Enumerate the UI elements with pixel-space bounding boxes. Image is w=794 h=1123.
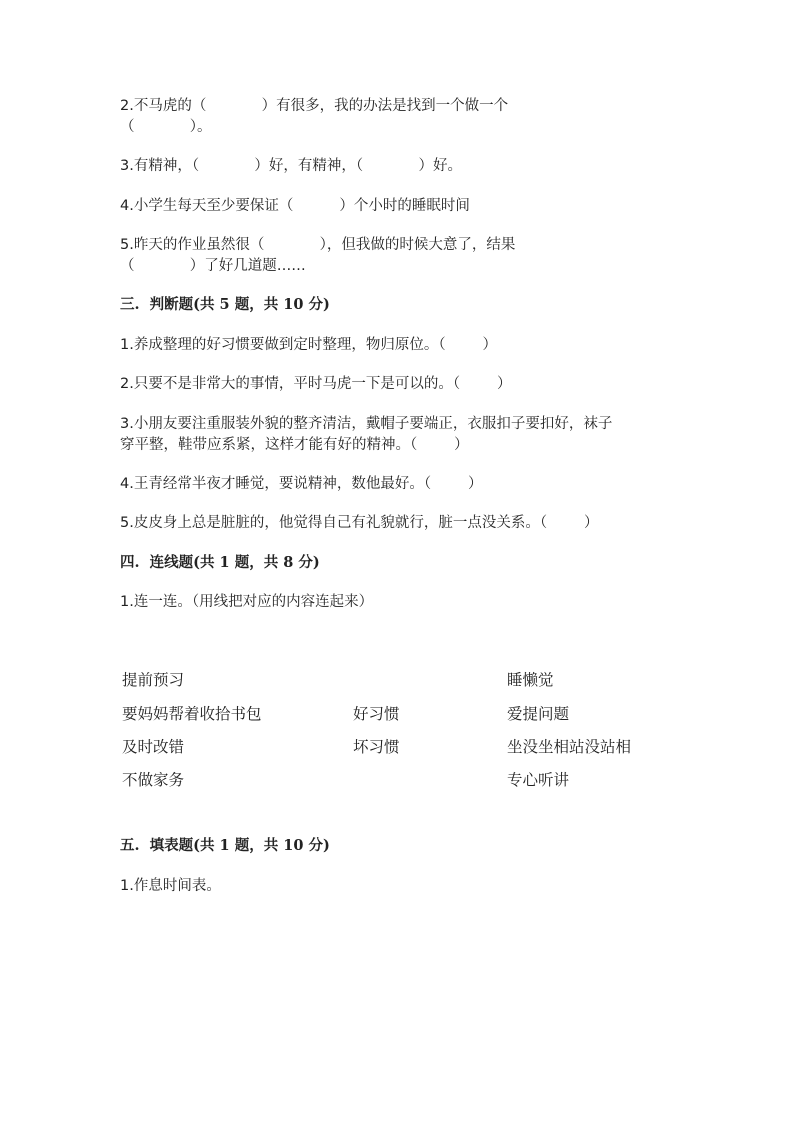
fill-blank-q2-line1: 2.不马虎的（ ）有很多，我的办法是找到一个做一个 xyxy=(120,98,509,114)
fill-blank-q2-line2: （ ）。 xyxy=(120,119,212,135)
fill-blank-q3: 3.有精神，（ ）好，有精神，（ ）好。 xyxy=(120,158,462,174)
matching-q1: 1.连一连。（用线把对应的内容连起来） xyxy=(120,594,374,610)
matching-middle-item: 坏习惯 xyxy=(353,738,400,756)
matching-right-item: 坐没坐相站没站相 xyxy=(507,738,632,756)
judgement-q2: 2.只要不是非常大的事情，平时马虎一下是可以的。（ ） xyxy=(120,376,512,392)
matching-left-item: 提前预习 xyxy=(122,671,185,689)
fill-blank-q5-line2: （ ）了好几道题…… xyxy=(120,258,306,274)
matching-heading: 四. 连线题(共 1 题，共 8 分) xyxy=(120,554,320,571)
judgement-q3-line2: 穿平整，鞋带应系紧，这样才能有好的精神。（ ） xyxy=(120,437,469,453)
fill-blank-q4: 4.小学生每天至少要保证（ ）个小时的睡眠时间 xyxy=(120,198,470,214)
matching-middle-item: 好习惯 xyxy=(353,705,400,723)
judgement-q1: 1.养成整理的好习惯要做到定时整理，物归原位。（ ） xyxy=(120,337,497,353)
judgement-q3-line1: 3.小朋友要注重服装外貌的整齐清洁，戴帽子要端正，衣服扣子要扣好，袜子 xyxy=(120,416,613,432)
judgement-q4: 4.王青经常半夜才睡觉，要说精神，数他最好。（ ） xyxy=(120,476,483,492)
matching-left-item: 不做家务 xyxy=(122,771,185,789)
matching-left-item: 要妈妈帮着收拾书包 xyxy=(122,705,262,723)
judgement-heading: 三. 判断题(共 5 题，共 10 分) xyxy=(120,296,330,313)
matching-right-item: 专心听讲 xyxy=(507,771,570,789)
table-heading: 五. 填表题(共 1 题，共 10 分) xyxy=(120,837,330,854)
judgement-q5: 5.皮皮身上总是脏脏的，他觉得自己有礼貌就行，脏一点没关系。（ ） xyxy=(120,515,599,531)
matching-left-item: 及时改错 xyxy=(122,738,185,756)
fill-blank-q5-line1: 5.昨天的作业虽然很（ ），但我做的时候大意了，结果 xyxy=(120,237,516,253)
table-q1: 1.作息时间表。 xyxy=(120,878,221,894)
matching-right-item: 睡懒觉 xyxy=(507,671,554,689)
matching-right-item: 爱提问题 xyxy=(507,705,570,723)
